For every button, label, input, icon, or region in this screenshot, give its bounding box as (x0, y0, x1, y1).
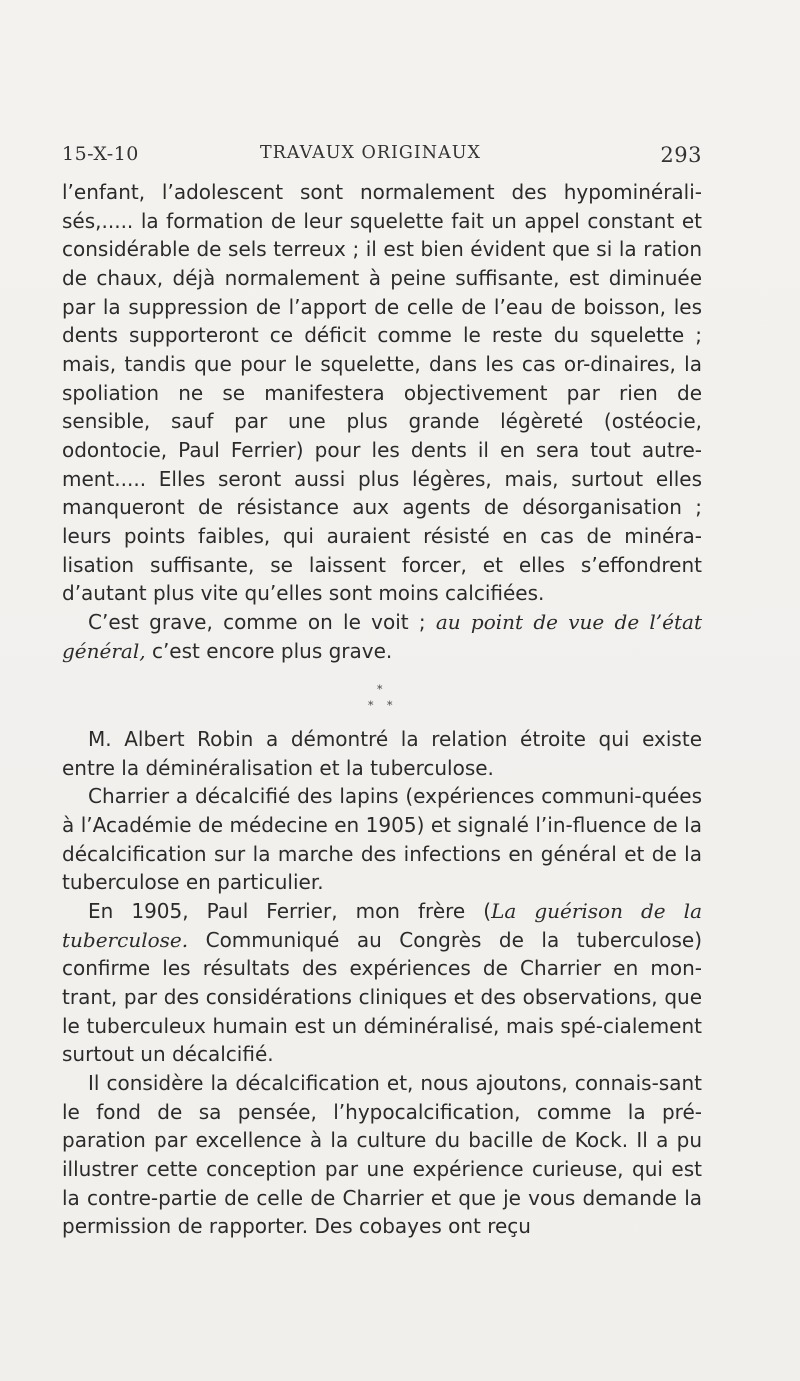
asterism-star-top: * (377, 683, 383, 697)
paragraph-5-end: Communiqué au Congrès de la tuberculose) confirme les résultats des expériences de Charrier en mon-trant, par des considérations cliniques et des observations, que le tuberculeux humain est un déminéralisé, mais spé-cialement surtout un décalcifié. (62, 927, 702, 1067)
header-date: 15-X-10 (62, 143, 139, 165)
paragraph-4: Charrier a décalcifié des lapins (expériences communi-quées à l’Académie de médecine en 1905) et signalé l’in-fluence de la décalcification sur la marche des infections en général et de la tuberculose en particulier. (62, 784, 702, 895)
running-header (62, 143, 702, 173)
header-section-title: TRAVAUX ORIGINAUX (260, 143, 481, 163)
asterism-star-left: * (368, 699, 374, 713)
paragraph-5-start: En 1905, Paul Ferrier, mon frère ( (88, 899, 492, 924)
page-number: 293 (660, 143, 702, 167)
paragraph-2-end: c’est encore plus grave. (145, 638, 393, 663)
paragraph-1: l’enfant, l’adolescent sont normalement des hypominérali-sés,..... la formation de leur squelette fait un appel constant et considérable de sels terreux ; il est bien évident que si la ration de chaux, déjà normalement à peine suffisante, est diminuée par la suppression de l’apport de celle de l’eau de boisson, les dents supporteront ce déficit comme le reste du squelette ; mais, tandis que pour le squelette, dans les cas or-dinaires, la spoliation ne se manifestera objectivement par rien de sensible, sauf par une plus grande légèreté (ostéocie, odontocie, Paul Ferrier) pour les dents il en sera tout autre-ment..... Elles seront aussi plus légères, mais, surtout elles manqueront de résistance aux agents de désorganisation ; leurs points faibles, qui auraient résisté en cas de minéra-lisation suffisante, se laissent forcer, et elles s’effondrent d’autant plus vite qu’elles sont moins calcifiées. (62, 180, 702, 606)
section-asterism (62, 665, 702, 725)
paragraph-2 (62, 608, 702, 665)
paragraph-5 (62, 897, 702, 1069)
paragraph-2-start: C’est grave, comme on le voit ; (88, 609, 436, 634)
body-text (62, 178, 702, 1241)
paragraph-6: Il considère la décalcification et, nous ajoutons, connais-sant le fond de sa pensée, l’hypocalcification, comme la pré-paration par excellence à la culture du bacille de Kock. Il a pu illustrer cette conception par une expérience curieuse, qui est la contre-partie de celle de Charrier et que je vous demande la permission de rapporter. Des cobayes ont reçu (62, 1071, 702, 1239)
paragraph-2-italic: au point de vue de l’état général, (62, 609, 702, 663)
asterism-star-right: * (387, 699, 393, 713)
paragraph-3: M. Albert Robin a démontré la relation étroite qui existe entre la déminéralisation et la tuberculose. (62, 727, 702, 780)
paragraph-5-italic: La guérison de la tuberculose. (62, 899, 702, 952)
